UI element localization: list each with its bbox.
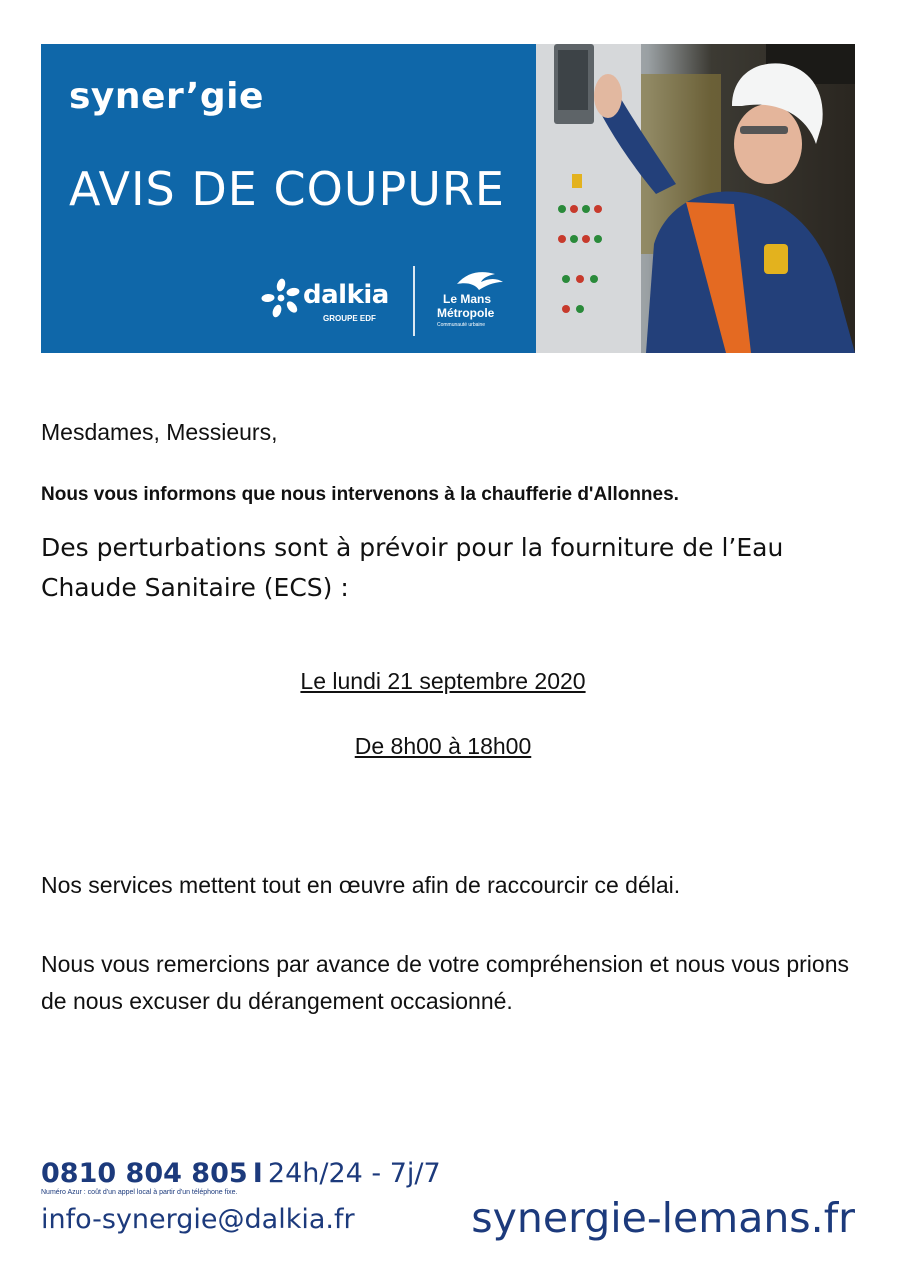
outage-time: De 8h00 à 18h00 — [354, 733, 532, 759]
outage-date: Le lundi 21 septembre 2020 — [300, 668, 586, 694]
effort-paragraph: Nos services mettent tout en œuvre afin de raccourcir ce délai. — [41, 872, 681, 898]
header-banner — [41, 44, 855, 353]
dalkia-swirl-icon — [261, 278, 301, 318]
phone-separator: I — [252, 1158, 263, 1189]
thanks-paragraph: Nous vous remercions par avance de votre compréhension et nous vous prions de nous excuser du dérangement occasionné. — [41, 951, 849, 1014]
greeting: Mesdames, Messieurs, — [41, 419, 278, 445]
metropole-label: Métropole — [437, 306, 495, 320]
le-mans-metropole-logo — [437, 272, 517, 332]
technician-photo — [536, 44, 855, 353]
phone-number[interactable]: 0810 804 805 — [41, 1158, 248, 1189]
le-mans-label: Le Mans — [443, 292, 492, 306]
brand-logo: syner’gie — [69, 76, 264, 117]
notice-title: AVIS DE COUPURE — [69, 162, 505, 216]
phone-note: Numéro Azur : coût d'un appel local à partir d'un téléphone fixe. — [41, 1189, 238, 1196]
disruption-paragraph: Des perturbations sont à prévoir pour la fourniture de l’Eau Chaude Sanitaire (ECS) : — [41, 533, 784, 602]
contact-email[interactable]: info-synergie@dalkia.fr — [41, 1204, 355, 1235]
dalkia-logo — [261, 280, 389, 324]
footer-phone — [41, 1158, 441, 1189]
communaute-label: Communauté urbaine — [437, 322, 486, 328]
website-link[interactable]: synergie-lemans.fr — [471, 1194, 855, 1242]
bird-icon — [455, 268, 505, 290]
intro-paragraph: Nous vous informons que nous intervenons à la chaufferie d'Allonnes. — [41, 484, 679, 505]
logo-divider — [413, 266, 415, 336]
dalkia-wordmark: dalkia — [303, 280, 389, 310]
phone-hours: 24h/24 - 7j/7 — [267, 1158, 441, 1189]
dalkia-tagline: GROUPE EDF — [323, 314, 376, 323]
